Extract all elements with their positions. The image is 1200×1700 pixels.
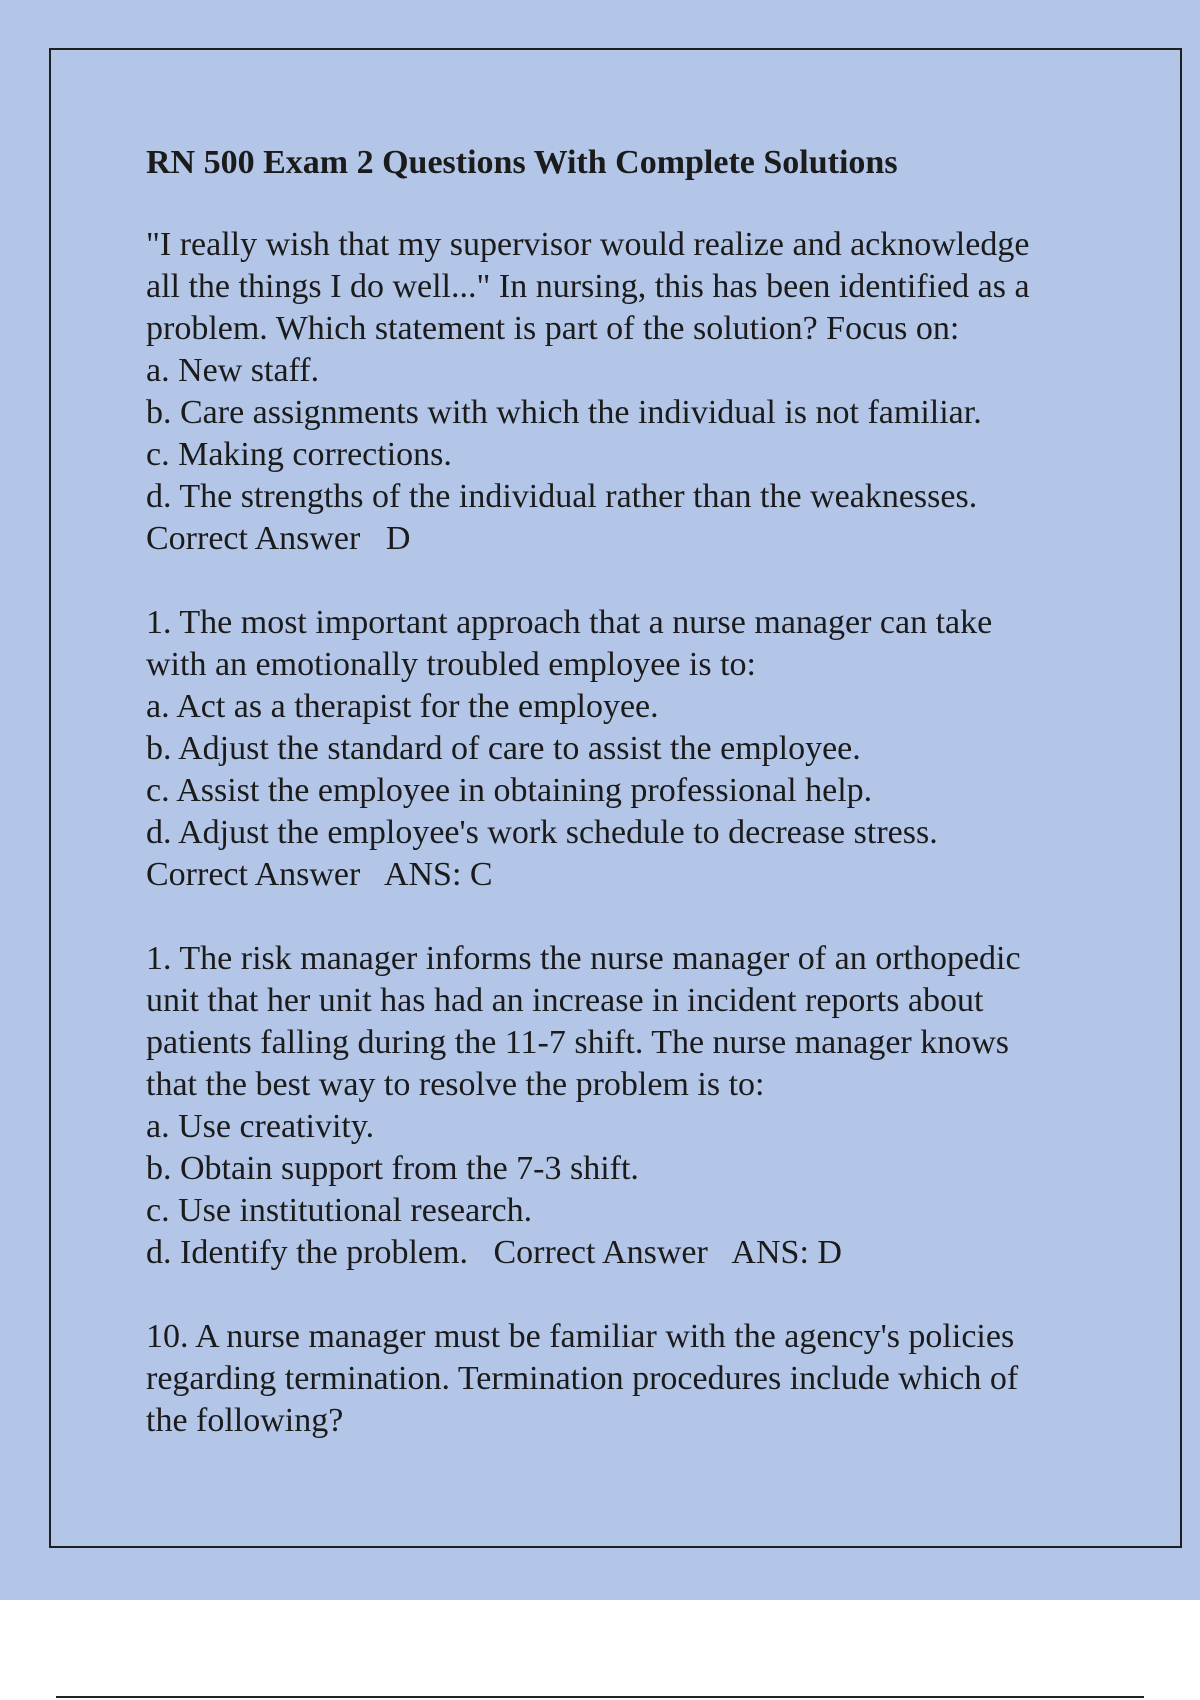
question-line: 10. A nurse manager must be familiar with the agency's policies	[146, 1318, 1015, 1355]
question-line: 1. The risk manager informs the nurse manager of an orthopedic	[146, 940, 1021, 977]
question-line: 1. The most important approach that a nurse manager can take	[146, 604, 993, 641]
page-divider	[56, 1696, 1144, 1698]
spacer	[146, 1274, 1106, 1316]
correct-answer: Correct Answer ANS: C	[146, 856, 493, 893]
option-d: d. The strengths of the individual rather than the weaknesses.	[146, 478, 978, 515]
option-b: b. Obtain support from the 7-3 shift.	[146, 1150, 639, 1187]
option-c: c. Making corrections.	[146, 436, 452, 473]
question-block	[146, 602, 1106, 896]
question-block	[146, 224, 1106, 560]
correct-answer: Correct Answer D	[146, 520, 411, 557]
spacer	[146, 896, 1106, 938]
option-a: a. Use creativity.	[146, 1108, 375, 1145]
option-d: d. Adjust the employee's work schedule to decrease stress.	[146, 814, 938, 851]
spacer	[146, 560, 1106, 602]
question-line: unit that her unit has had an increase in incident reports about	[146, 982, 984, 1019]
option-c: c. Assist the employee in obtaining professional help.	[146, 772, 873, 809]
option-c: c. Use institutional research.	[146, 1192, 533, 1229]
question-line: problem. Which statement is part of the solution? Focus on:	[146, 310, 960, 347]
option-a: a. New staff.	[146, 352, 320, 389]
question-block	[146, 938, 1106, 1274]
question-line: patients falling during the 11-7 shift. The nurse manager knows	[146, 1024, 1010, 1061]
question-block	[146, 1316, 1106, 1442]
option-a: a. Act as a therapist for the employee.	[146, 688, 659, 725]
question-line: "I really wish that my supervisor would realize and acknowledge	[146, 226, 1030, 263]
option-b: b. Care assignments with which the individual is not familiar.	[146, 394, 982, 431]
question-line: regarding termination. Termination procedures include which of	[146, 1360, 1019, 1397]
option-d-and-answer: d. Identify the problem. Correct Answer ANS: D	[146, 1234, 842, 1271]
question-line: all the things I do well..." In nursing, this has been identified as a	[146, 268, 1030, 305]
document-content	[146, 142, 1106, 1442]
question-line: the following?	[146, 1402, 344, 1439]
document-title: RN 500 Exam 2 Questions With Complete Solutions	[146, 144, 898, 181]
option-b: b. Adjust the standard of care to assist the employee.	[146, 730, 861, 767]
question-line: with an emotionally troubled employee is to:	[146, 646, 756, 683]
question-line: that the best way to resolve the problem is to:	[146, 1066, 765, 1103]
